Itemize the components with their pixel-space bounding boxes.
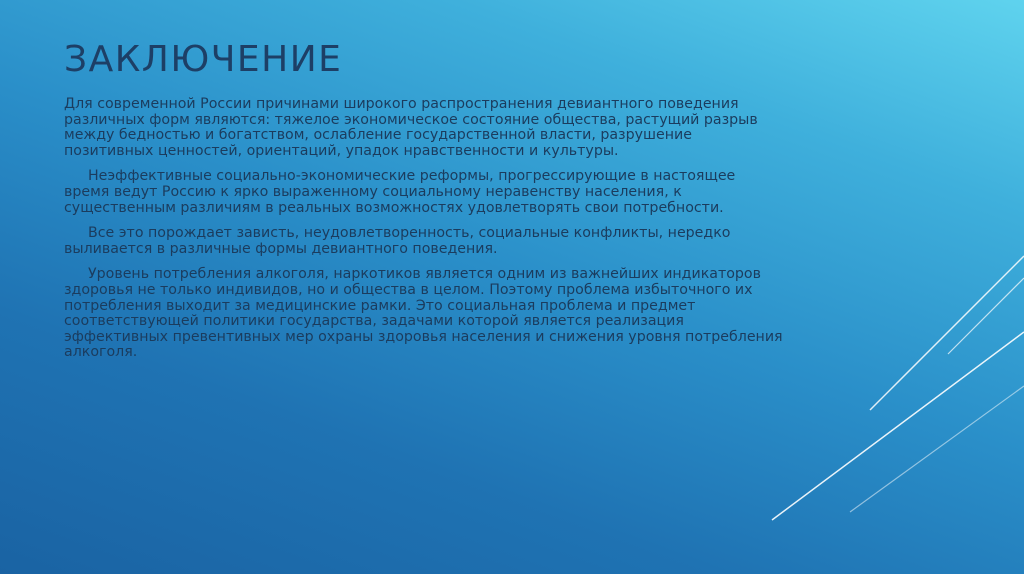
decor-line-2: [948, 278, 1024, 354]
paragraph-2: Неэффективные социально-экономические реформы, прогрессирующие в настоящее время ведут Россию к ярко выраженному социальному неравенству населения, к существенным различиям в реальных возможностях удовлетворять свои потребности.: [64, 168, 736, 216]
slide-body: [64, 97, 784, 371]
decor-line-3: [772, 332, 1024, 520]
decor-line-1: [870, 256, 1024, 410]
slide-title: ЗАКЛЮЧЕНИЕ: [64, 39, 343, 80]
paragraph-4: Уровень потребления алкоголя, наркотиков является одним из важнейших индикаторов здоровья не только индивидов, но и общества в целом. Поэтому проблема избыточного их потребления выходит за медицинские рамки. Это социальная проблема и предмет соответствующей политики государства, задачами которой является реализация эффективных превентивных мер охраны здоровья населения и снижения уровня потребления алкоголя.: [64, 266, 783, 361]
paragraph-3: Все это порождает зависть, неудовлетворенность, социальные конфликты, нередко выливается в различные формы девиантного поведения.: [64, 225, 731, 257]
paragraph-1: Для современной России причинами широкого распространения девиантного поведения различных форм являются: тяжелое экономическое состояние общества, растущий разрыв между бедностью и богатством, ослабление государственной власти, разрушение позитивных ценностей, ориентаций, упадок нравственности и культуры.: [64, 96, 758, 159]
